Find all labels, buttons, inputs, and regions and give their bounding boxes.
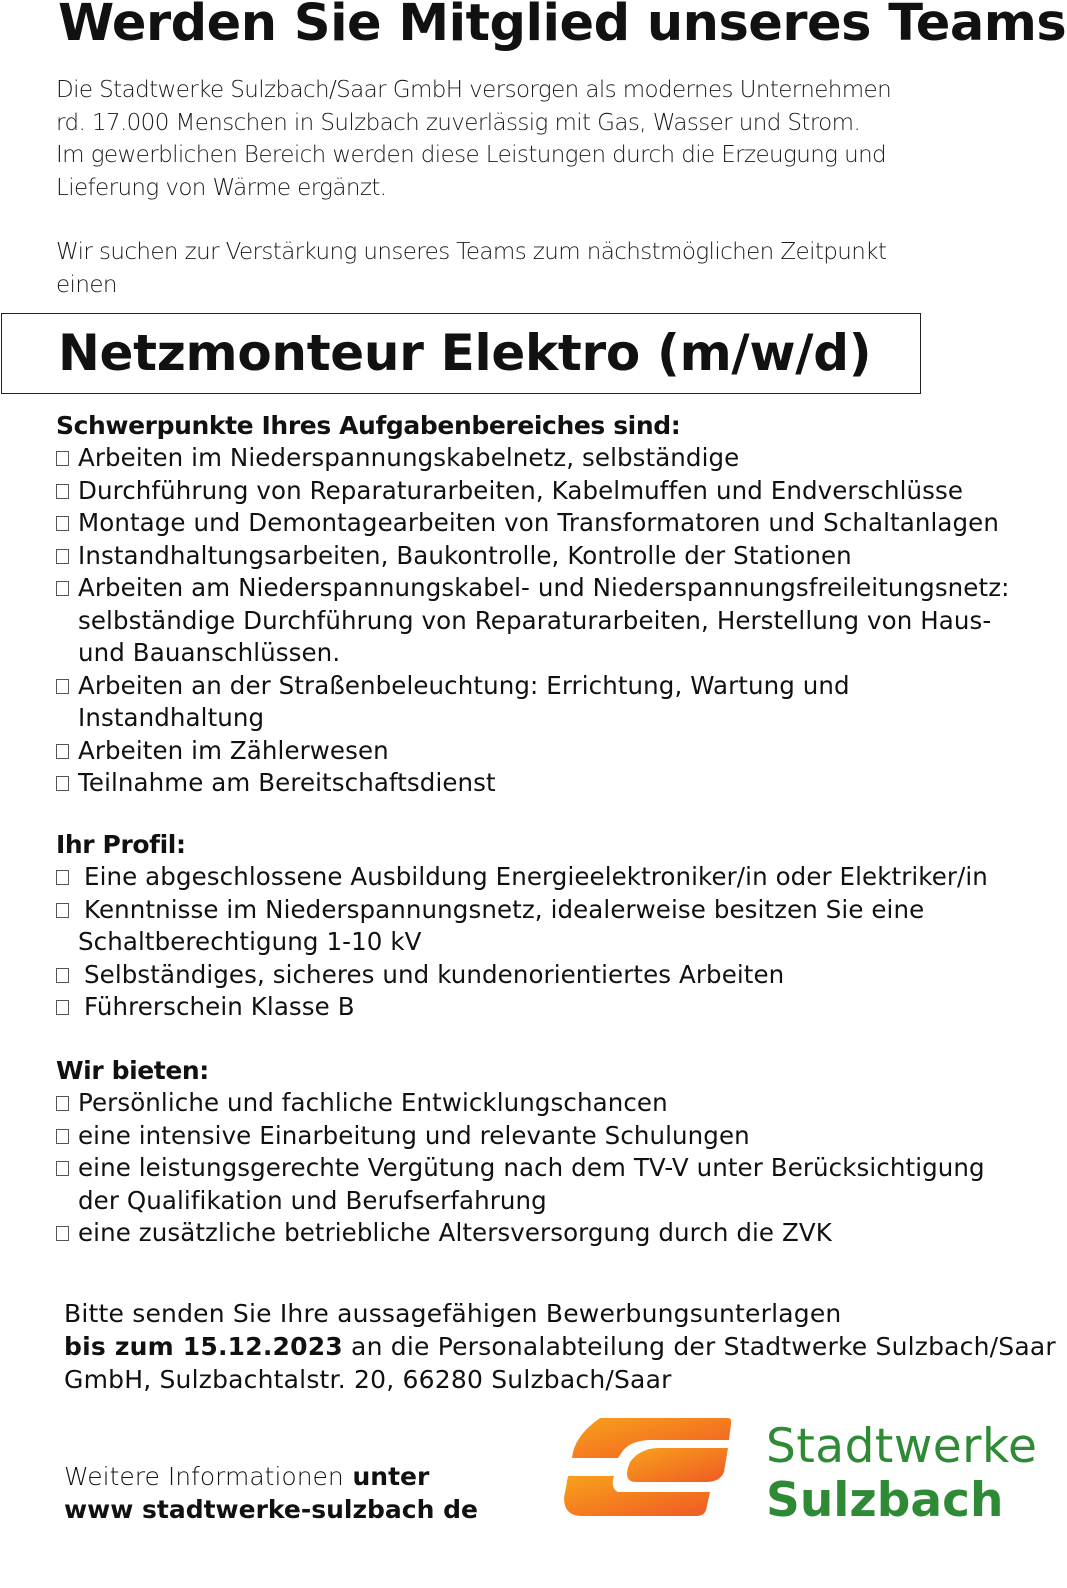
list-item-text (78, 540, 1056, 573)
list-item-line: eine zusätzliche betriebliche Altersversorgung durch die ZVK (78, 1218, 832, 1247)
list-item-line: Kenntnisse im Niederspannungsnetz, idealerweise besitzen Sie eine (84, 894, 925, 924)
checkbox-bullet-icon (56, 744, 69, 759)
list-item (56, 959, 1056, 992)
list-item-line: der Qualifikation und Berufserfahrung (78, 1185, 547, 1215)
list-item (56, 861, 1056, 894)
list-item-text (84, 959, 1056, 992)
list-item-line: Selbständiges, sicheres und kundenorientiertes Arbeiten (84, 959, 785, 989)
list-item (56, 572, 1056, 670)
list-item-text (78, 735, 1056, 768)
list-item-line: Instandhaltungsarbeiten, Baukontrolle, Kontrolle der Stationen (78, 540, 852, 570)
list-item-line: Arbeiten im Zählerwesen (78, 735, 389, 765)
list-item-text (78, 1152, 1056, 1217)
list-item-line: Arbeiten an der Straßenbeleuchtung: Errichtung, Wartung und (78, 670, 850, 700)
application-instructions (64, 1297, 1054, 1396)
intro-line: rd. 17.000 Menschen in Sulzbach zuverlässig mit Gas, Wasser und Strom. (56, 109, 861, 136)
list-item (56, 1120, 1056, 1153)
list-item (56, 991, 1056, 1024)
list-item-line: Durchführung von Reparaturarbeiten, Kabelmuffen und Endverschlüsse (78, 475, 964, 505)
intro-paragraph-2 (56, 236, 1016, 301)
logo-name-line-2: Sulzbach (766, 1473, 1004, 1528)
list-item (56, 540, 1056, 573)
list-item-text (78, 572, 1056, 670)
list-item-text (78, 1217, 1056, 1250)
more-info-line (64, 1460, 478, 1493)
checkbox-bullet-icon (56, 451, 69, 466)
list-item-text (78, 670, 1056, 735)
list-item-text (78, 507, 1056, 540)
checkbox-bullet-icon (56, 1000, 69, 1015)
list-item-line: und Bauanschlüssen. (78, 638, 341, 667)
checkbox-bullet-icon (56, 1161, 69, 1176)
list-item-text (78, 1087, 1056, 1120)
stadtwerke-logo-text (766, 1420, 1037, 1528)
logo-name-line-1: Stadtwerke (766, 1419, 1038, 1474)
list-item-line: selbständige Durchführung von Reparaturarbeiten, Herstellung von Haus- (78, 605, 992, 635)
profile-heading: Ihr Profil: (56, 830, 186, 859)
list-item (56, 735, 1056, 768)
intro-line: einen (56, 271, 117, 298)
list-item (56, 1217, 1056, 1250)
profile-section (56, 829, 1056, 1024)
offer-heading: Wir bieten: (56, 1056, 209, 1085)
closing-line-1: Bitte senden Sie Ihre aussagefähigen Bewerbungsunterlagen (64, 1299, 842, 1328)
more-info-label: Weitere Informationen (64, 1462, 344, 1491)
tasks-heading: Schwerpunkte Ihres Aufgabenbereiches sind: (56, 411, 681, 440)
closing-line-2-rest: an die Personalabteilung der Stadtwerke Sulzbach/Saar (342, 1332, 1056, 1361)
offer-section (56, 1055, 1056, 1250)
list-item (56, 1087, 1056, 1120)
intro-line: Lieferung von Wärme ergänzt. (56, 174, 387, 201)
list-item-text (84, 861, 1056, 894)
list-item-line: eine intensive Einarbeitung und relevante Schulungen (78, 1120, 750, 1150)
closing-line-2 (64, 1330, 1054, 1363)
profile-list (56, 861, 1056, 1024)
job-title: Netzmonteur Elektro (m/w/d) (58, 324, 872, 382)
tasks-section (56, 410, 1056, 800)
list-item (56, 894, 1056, 959)
list-item-text (78, 767, 1056, 800)
list-item-line: Arbeiten am Niederspannungskabel- und Niederspannungsfreileitungsnetz: (78, 573, 1010, 602)
closing-line-3: GmbH, Sulzbachtalstr. 20, 66280 Sulzbach/Saar (64, 1365, 672, 1394)
checkbox-bullet-icon (56, 549, 69, 564)
checkbox-bullet-icon (56, 484, 69, 499)
list-item-text (84, 991, 1056, 1024)
list-item-text (78, 1120, 1056, 1153)
list-item-line: Instandhaltung (78, 703, 265, 732)
intro-line: Die Stadtwerke Sulzbach/Saar GmbH versorgen als modernes Unternehmen (56, 77, 892, 103)
intro-paragraph-1 (56, 74, 1016, 204)
intro-line: Wir suchen zur Verstärkung unseres Teams zum nächstmöglichen Zeitpunkt (56, 239, 887, 265)
list-item (56, 475, 1056, 508)
checkbox-bullet-icon (56, 903, 69, 918)
list-item-line: Teilnahme am Bereitschaftsdienst (78, 768, 496, 797)
offer-list (56, 1087, 1056, 1250)
checkbox-bullet-icon (56, 516, 69, 531)
list-item-text (78, 894, 1056, 959)
list-item-line: Montage und Demontagearbeiten von Transformatoren und Schaltanlagen (78, 508, 999, 537)
checkbox-bullet-icon (56, 679, 69, 694)
list-item-line: Schaltberechtigung 1-10 kV (78, 927, 422, 956)
website-link[interactable]: www stadtwerke-sulzbach de (64, 1495, 478, 1524)
list-item-line: eine leistungsgerechte Vergütung nach dem TV-V unter Berücksichtigung (78, 1153, 985, 1182)
list-item (56, 442, 1056, 475)
job-title-box (1, 313, 921, 394)
application-deadline: bis zum 15.12.2023 (64, 1332, 343, 1361)
checkbox-bullet-icon (56, 1226, 69, 1241)
list-item-line: Persönliche und fachliche Entwicklungschancen (78, 1088, 668, 1117)
list-item-line: Arbeiten im Niederspannungskabelnetz, selbständige (78, 443, 740, 472)
intro-text (56, 74, 1016, 301)
list-item (56, 1152, 1056, 1217)
paragraph-gap (56, 204, 1016, 236)
checkbox-bullet-icon (56, 968, 69, 983)
more-info-label-bold: unter (343, 1462, 430, 1491)
list-item-line: Eine abgeschlossene Ausbildung Energieelektroniker/in oder Elektriker/in (84, 862, 988, 891)
list-item-line: Führerschein Klasse B (84, 992, 355, 1021)
intro-line: Im gewerblichen Bereich werden diese Leistungen durch die Erzeugung und (56, 142, 887, 168)
list-item (56, 507, 1056, 540)
checkbox-bullet-icon (56, 1129, 69, 1144)
checkbox-bullet-icon (56, 1096, 69, 1111)
tasks-list (56, 442, 1056, 800)
stadtwerke-logo-mark-icon (560, 1418, 732, 1516)
checkbox-bullet-icon (56, 870, 69, 885)
list-item (56, 670, 1056, 735)
headline: Werden Sie Mitglied unseres Teams (58, 0, 1067, 53)
checkbox-bullet-icon (56, 581, 69, 596)
checkbox-bullet-icon (56, 776, 69, 791)
list-item (56, 767, 1056, 800)
more-info (64, 1460, 478, 1526)
list-item-text (78, 475, 1056, 508)
list-item-text (78, 442, 1056, 475)
